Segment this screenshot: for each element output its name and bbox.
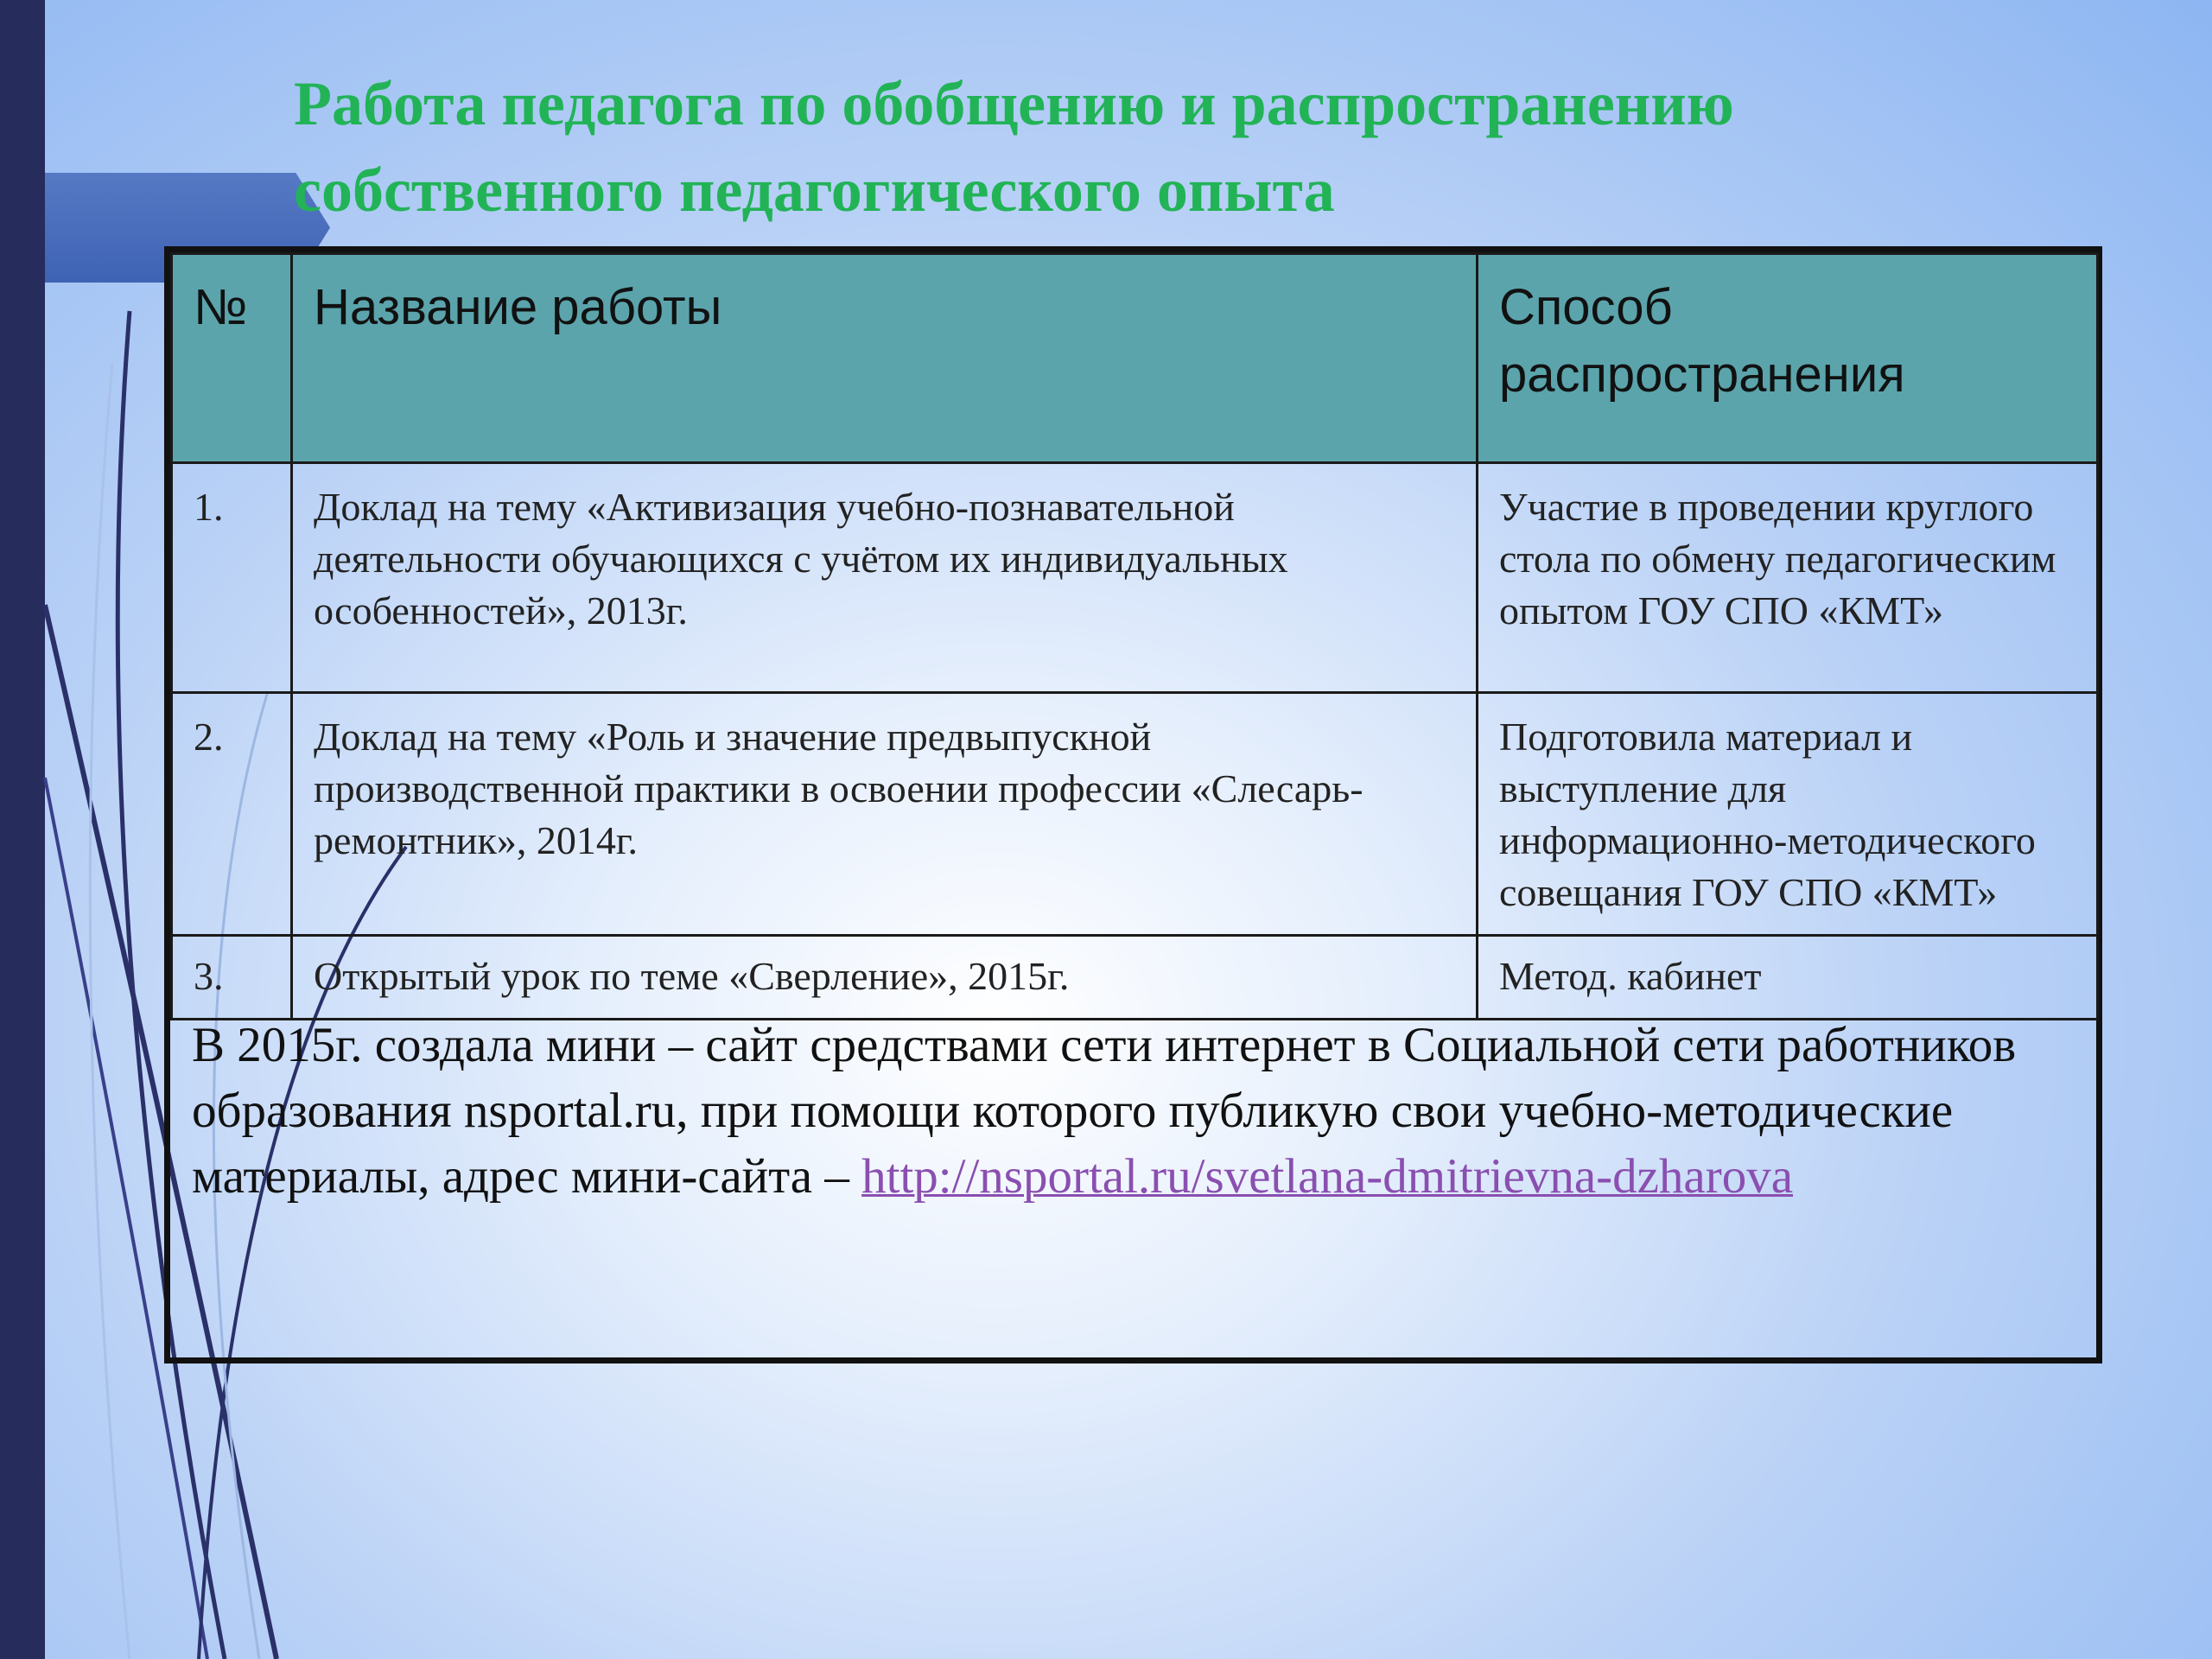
row-work-name: Доклад на тему «Активизация учебно-познавательной деятельности обучающихся с учётом их индивидуальных особенностей», 2013г. xyxy=(292,463,1478,693)
row-number: 2. xyxy=(172,693,292,936)
row-number: 3. xyxy=(172,936,292,1020)
table-row xyxy=(172,693,2098,936)
slide-title: Работа педагога по обобщению и распространению собственного педагогического опыта xyxy=(294,69,1734,225)
works-table-frame xyxy=(164,246,2102,1363)
left-decorative-band xyxy=(0,0,45,1659)
header-work-name: Название работы xyxy=(292,254,1478,463)
row-work-name: Доклад на тему «Роль и значение предвыпускной производственной практики в освоении профессии «Слесарь-ремонтник», 2014г. xyxy=(292,693,1478,936)
mini-site-link[interactable]: http://nsportal.ru/svetlana-dmitrievna-dzharova xyxy=(861,1149,1794,1204)
decorative-curve xyxy=(90,363,130,1659)
table-row xyxy=(172,936,2098,1020)
row-method: Подготовила материал и выступление для информационно-методического совещания ГОУ СПО «КМТ» xyxy=(1478,693,2098,936)
summary-paragraph xyxy=(192,1013,2084,1210)
table-row xyxy=(172,463,2098,693)
table-header-row xyxy=(172,254,2098,463)
row-method: Метод. кабинет xyxy=(1478,936,2098,1020)
works-table xyxy=(170,252,2099,1020)
header-distribution-method: Способ распространения xyxy=(1478,254,2098,463)
summary-text: В 2015г. создала мини – сайт средствами сети интернет в Социальной сети работников образования nsportal.ru, при помощи которого публикую свои учебно-методические материалы, адрес мини-сайта – xyxy=(192,1018,2017,1204)
row-method: Участие в проведении круглого стола по обмену педагогическим опытом ГОУ СПО «КМТ» xyxy=(1478,463,2098,693)
header-number: № xyxy=(172,254,292,463)
row-number: 1. xyxy=(172,463,292,693)
row-work-name: Открытый урок по теме «Сверление», 2015г. xyxy=(292,936,1478,1020)
